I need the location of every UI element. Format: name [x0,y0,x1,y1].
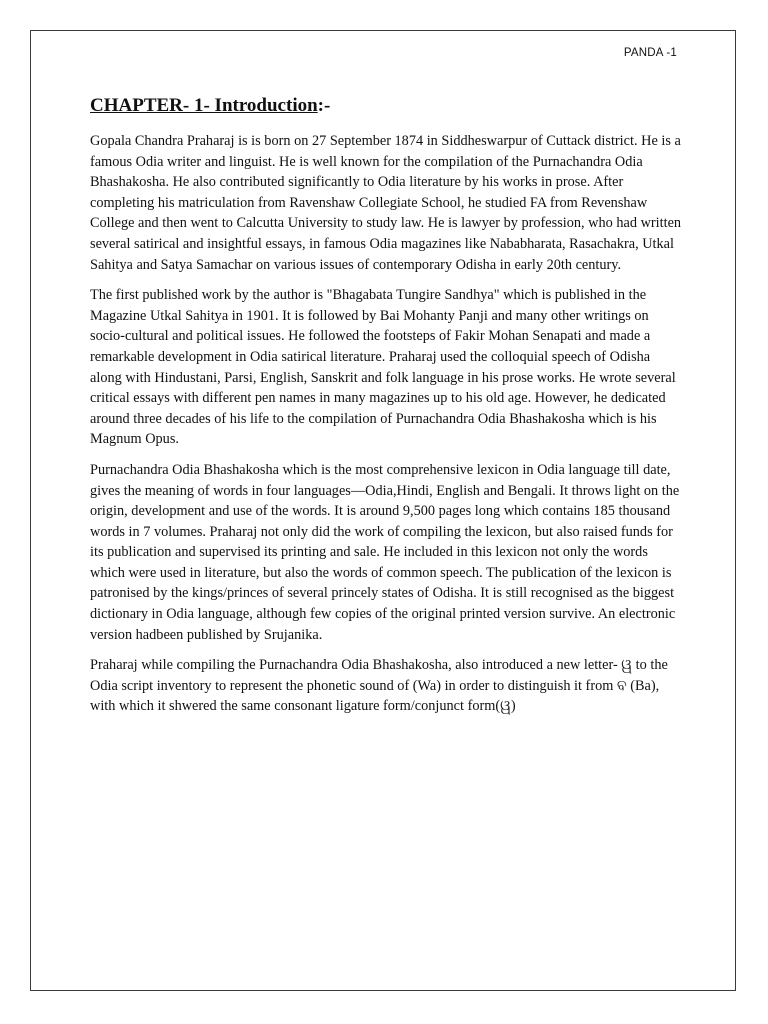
chapter-title-text: CHAPTER- 1- Introduction [90,95,318,116]
document-body [90,94,682,727]
chapter-title-suffix: :- [317,95,331,116]
paragraph-3: Purnachandra Odia Bhashakosha which is the most comprehensive lexicon in Odia language till date, gives the meaning of words in four languages—Odia,Hindi, English and Bengali. It throws light on the origin, development and use of the words. It is around 9,500 pages long which contains 185 thousand words in 7 volumes. Praharaj not only did the work of compiling the lexicon, but also raised funds for its publication and supervised its printing and sale. He included in this lexicon not only the words which were used in literature, but also the words of common speech. The publication of the lexicon is patronised by the kings/princes of several princely states of Odisha. It is still recognised as the biggest dictionary in Odia language, although few copies of the original printed version survive. An electronic version hadbeen published by Srujanika. [90,461,680,643]
paragraph-1: Gopala Chandra Praharaj is is born on 27 September 1874 in Siddheswarpur of Cuttack district. He is a famous Odia writer and linguist. He is well known for the compilation of the Purnachandra Odia Bhashakosha. He also contributed significantly to Odia literature by his works in prose. After completing his matriculation from Ravenshaw Collegiate School, he studied FA from Revenshaw College and then went to Calcutta University to study law. He is lawyer by profession, who had written several satirical and insightful essays, in famous Odia magazines like Nababharata, Rasachakra, Utkal Sahitya and Satya Samachar on various issues of contemporary Odisha in early 20th century. [90,133,682,273]
chapter-title [90,94,682,118]
paragraph-4: Praharaj while compiling the Purnachandra Odia Bhashakosha, also introduced a new letter- ୱ to the Odia script inventory to represent the phonetic sound of (Wa) in order to distinguish it from ବ (Ba), with which it shwered the same consonant ligature form/conjunct form(ୱ) [90,657,668,715]
page-header-label: PANDA -1 [623,47,677,59]
paragraph-2: The first published work by the author is "Bhagabata Tungire Sandhya" which is published in the Magazine Utkal Sahitya in 1901. It is followed by Bai Mohanty Panji and many other writings on socio-cultural and political issues. He followed the footsteps of Fakir Mohan Senapati and made a remarkable development in Odia satirical literature. Praharaj used the colloquial speech of Odisha along with Hindustani, Parsi, English, Sanskrit and folk language in his prose works. He wrote several critical essays with different pen names in many magazines up to his old age. However, he dedicated around three decades of his life to the compilation of Purnachandra Odia Bhashakosha which is his Magnum Opus. [90,287,676,448]
